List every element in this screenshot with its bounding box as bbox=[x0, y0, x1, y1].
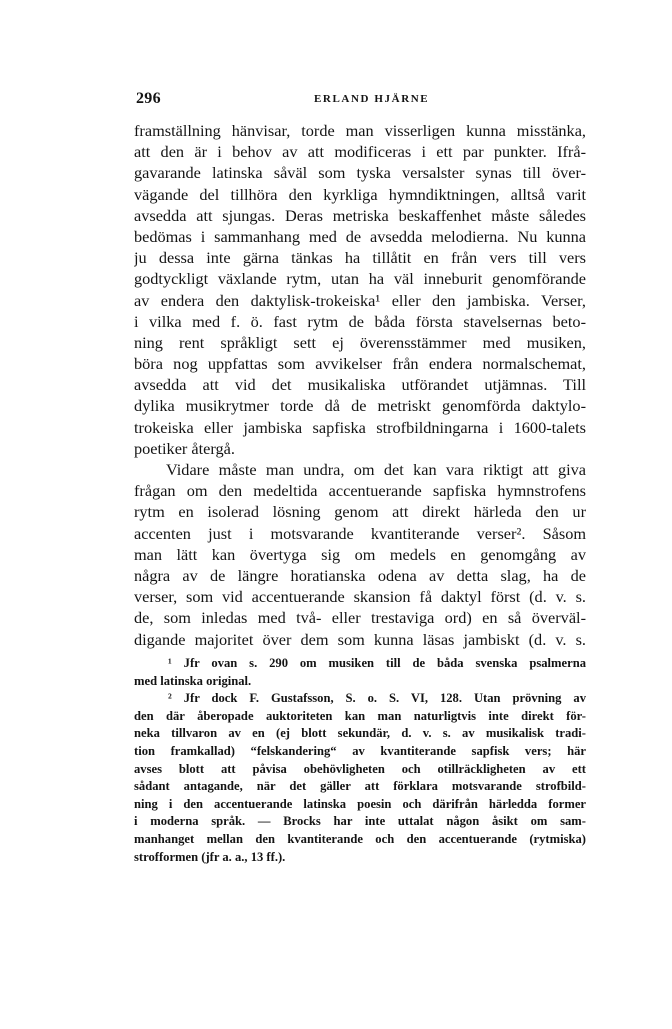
footnote-1-start: ¹ Jfr ovan s. 290 om musiken till de båda svenska psalmerna bbox=[168, 656, 586, 670]
footnotes bbox=[134, 655, 586, 866]
body-line: ju dessa inte gärna tänkas ha tillåtit en från vers till vers bbox=[134, 248, 586, 268]
footnote-line: tion framkallad) “felskandering“ av kvantiterande sapfisk vers; här bbox=[134, 743, 586, 758]
body-line: dylika musikrytmer torde då de metriskt genomförda daktylo- bbox=[134, 396, 586, 416]
body-line: rytm en isolerad lösning genom att direkt härleda den ur bbox=[134, 502, 586, 522]
body-text bbox=[134, 120, 586, 650]
footnote-line: sådant antagande, när det gäller att förklara motsvarande strofbild- bbox=[134, 779, 586, 794]
footnote-line: den där åberopade auktoriteten kan man naturligtvis inte direkt för- bbox=[134, 708, 586, 723]
footnote-line: strofformen (jfr a. a., 13 ff.). bbox=[134, 849, 286, 864]
body-line: bedömas i sammanhang med de avsedda melodierna. Nu kunna bbox=[134, 226, 586, 246]
body-line: gavarande latinska såväl som tyska versalster synas till över- bbox=[134, 163, 586, 183]
footnote-line: neka tillvaron av en (ej blott sekundär, d. v. s. av musikalisk tradi- bbox=[134, 726, 586, 741]
body-line: i vilka med f. ö. fast rytm de båda första stavelsernas beto- bbox=[134, 311, 586, 331]
footnote-line: avses blott att påvisa obehövligheten och otillräckligheten av ett bbox=[134, 761, 586, 776]
running-head: ERLAND HJÄRNE bbox=[314, 93, 430, 105]
body-line: avsedda att sjungas. Deras metriska beskaffenhet måste således bbox=[134, 205, 586, 225]
body-line: avsedda att vid det musikaliska utförandet utjämnas. Till bbox=[134, 375, 586, 395]
footnote-line: manhanget mellan den kvantiterande och den accentuerande (rytmiska) bbox=[134, 831, 586, 846]
body-line: att den är i behov av att modificeras i ett par punkter. Ifrå- bbox=[134, 142, 586, 162]
body-line: ning rent språkligt sett ej överensstämmer med musiken, bbox=[134, 332, 586, 352]
body-line: av endera den daktylisk-trokeiska¹ eller den jambiska. Verser, bbox=[134, 290, 586, 310]
body-line: vägande del tillhöra den kyrkliga hymndiktningen, alltså varit bbox=[134, 184, 586, 204]
body-line: trokeiska eller jambiska sapfiska strofbildningarna i 1600-talets bbox=[134, 417, 586, 437]
body-line: verser, som vid accentuerande skansion få daktyl först (d. v. s. bbox=[134, 587, 586, 607]
body-line: några av de längre horatianska odena av detta slag, ha de bbox=[134, 565, 586, 585]
body-line: frågan om den medeltida accentuerande sapfiska hymnstrofens bbox=[134, 481, 586, 501]
page-header bbox=[136, 90, 588, 110]
body-line: digande majoritet över dem som kunna läsas jambiskt (d. v. s. bbox=[134, 629, 586, 649]
footnote-line: med latinska original. bbox=[134, 673, 252, 688]
body-line: de, som inledas med två- eller trestaviga ord) en så överväl- bbox=[134, 608, 586, 628]
page-number: 296 bbox=[136, 90, 161, 107]
paragraph-start-line: Vidare måste man undra, om det kan vara riktigt att giva bbox=[166, 460, 586, 479]
footnote-line: ning i den accentuerande latinska poesin och därifrån härledda former bbox=[134, 796, 586, 811]
body-line: godtyckligt växlande rytm, utan ha väl inneburit genomförande bbox=[134, 269, 586, 289]
footnote-line: i moderna språk. — Brocks har inte uttalat någon åsikt om sam- bbox=[134, 814, 586, 829]
body-line: framställning hänvisar, torde man visserligen kunna misstänka, bbox=[134, 121, 586, 140]
body-line: böra nog uppfattas som avvikelser från endera normalschemat, bbox=[134, 354, 586, 374]
body-line: accenten just i motsvarande kvantiterande verser². Såsom bbox=[134, 523, 586, 543]
body-line: man lätt kan övertyga sig om medels en genomgång av bbox=[134, 544, 586, 564]
paragraph-end-line: poetiker återgå. bbox=[134, 438, 235, 458]
footnote-2-start: ² Jfr dock F. Gustafsson, S. o. S. VI, 128. Utan prövning av bbox=[168, 691, 586, 706]
